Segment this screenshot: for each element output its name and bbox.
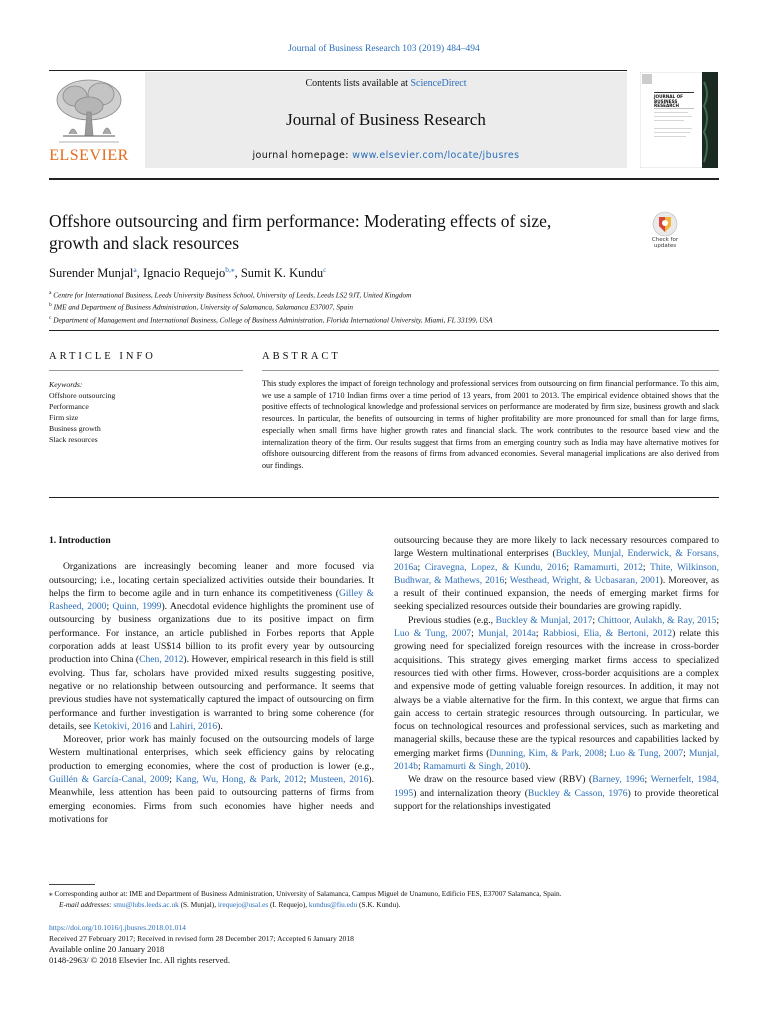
reference-link[interactable]: Munjal, 2014b <box>394 747 719 773</box>
rule-below-abstract <box>49 497 719 498</box>
keyword-item: Firm size <box>49 413 79 422</box>
check-for-updates-badge[interactable] <box>646 211 684 253</box>
reference-link[interactable]: Gilley & Rasheed, 2000 <box>49 587 374 613</box>
body-column-right <box>394 534 719 813</box>
reference-link[interactable]: Guillén & García-Canal, 2009 <box>49 774 170 786</box>
reference-link[interactable]: Ketokivi, 2016 <box>93 720 152 732</box>
body-paragraph: We draw on the resource based view (RBV) (Barney, 1996; Wernerfelt, 1984, 1995) and internalization theory (Buckley & Casson, 1976) to provide theoretical support for the relationships investigated <box>394 774 719 812</box>
reference-link[interactable]: Chittoor, Aulakh, & Ray, 2015 <box>597 614 717 626</box>
doi-link[interactable]: https://doi.org/10.1016/j.jbusres.2018.01.014 <box>49 923 186 932</box>
reference-link[interactable]: Westhead, Wright, & Ucbasaran, 2001 <box>509 574 660 586</box>
rule-above-article-info <box>49 330 719 331</box>
author-affiliation-marker[interactable]: a <box>133 265 137 274</box>
body-column-left <box>49 534 374 826</box>
article-title-line: growth and slack resources <box>49 233 240 253</box>
sciencedirect-link[interactable]: ScienceDirect <box>410 78 467 89</box>
reference-link[interactable]: Dunning, Kim, & Park, 2008 <box>489 747 604 759</box>
footnote-rule <box>49 884 95 885</box>
affiliation-item: $^b$ IME and Department of Business Administration, University of Salamanca, Salamanca E37007, Spain <box>49 302 353 312</box>
author-list: Surender Munjal$^a$, Ignacio Requejo$^{b,⁎}$, Sumit K. Kundu$^c$ <box>49 265 327 281</box>
crossmark-label: Check for updates <box>651 237 679 249</box>
keyword-item: Slack resources <box>49 435 98 444</box>
article-info-heading: ARTICLE INFO <box>49 351 156 362</box>
journal-header <box>49 72 627 168</box>
journal-cover-thumbnail <box>640 72 718 168</box>
publication-info <box>49 922 729 966</box>
body-paragraph: Organizations are increasingly becoming leaner and more focused via outsourcing; i.e., locating certain specialized activities outside their boundaries. It helps the firm to become agile and in turn enhance its competitiveness (Gilley & Rasheed, 2000; Quinn, 1999). Anecdotal evidence highlights the prominent use of outsourcing by business organizations due to its positive impact on firm performance. For instance, an article published in Forbes reports that Apple corporation adds at least US$14 billion to its profit every year by outsourcing production into China (Chen, 2012). However, empirical research in this field is still evolving. Thus far, scholars have provided mixed results suggesting positive, negative or no relationship between outsourcing and performance. It seems that previous studies have not systematically captured the impact of outsourcing on firm performance and further investigation is warranted to bring some coherence (for details, see Ketokivi, 2016 and Lahiri, 2016). <box>49 561 374 732</box>
reference-link[interactable]: Quinn, 1999 <box>112 601 162 613</box>
reference-link[interactable]: Ramamurti & Singh, 2010 <box>423 761 525 773</box>
author-affiliation-marker[interactable]: b,⁎ <box>225 265 235 274</box>
reference-link[interactable]: Luo & Tung, 2007 <box>609 747 684 759</box>
author-name[interactable]: Sumit K. Kundu <box>240 266 324 281</box>
reference-link[interactable]: Buckley & Casson, 1976 <box>527 787 628 799</box>
keyword-item: Business growth <box>49 424 101 433</box>
corresponding-author-note: ⁎ Corresponding author at: IME and Department of Business Administration, University of Salamanca, Campus Miguel de Unamuno, Edificio FES, E37007 Salamanca, Spain. <box>49 889 562 898</box>
reference-link[interactable]: Chen, 2012 <box>139 654 184 666</box>
journal-title: Journal of Business Research <box>286 110 486 129</box>
online-date: Available online 20 January 2018 <box>49 944 165 954</box>
reference-link[interactable]: Rabbiosi, Elia, & Bertoni, 2012 <box>542 628 673 640</box>
author-name[interactable]: Surender Munjal <box>49 266 134 281</box>
reference-link[interactable]: Lahiri, 2016 <box>169 720 218 732</box>
email-addresses: E-mail addresses: smu@lubs.leeds.ac.uk (S. Munjal), irequejo@usal.es (I. Requejo), kundus@fiu.edu (S.K. Kundu). <box>59 899 401 909</box>
affiliation-item: $^a$ Centre for International Business, Leeds University Business School, University of Leeds, Leeds LS2 9JT, United Kingdom <box>49 290 412 300</box>
received-dates: Received 27 February 2017; Received in revised form 28 December 2017; Accepted 6 January 2018 <box>49 934 354 943</box>
email-link[interactable]: irequejo@usal.es <box>217 899 269 909</box>
affiliation-item: $^c$ Department of Management and International Business, College of Business Administration, Florida International University, Miami, FL 33199, USA <box>49 314 493 325</box>
elsevier-wordmark: ELSEVIER <box>49 147 129 164</box>
reference-link[interactable]: Buckley, Munjal, Enderwick, & Forsans, 2016a <box>394 548 719 573</box>
keywords-block <box>49 379 243 445</box>
abstract-rule <box>262 370 719 371</box>
cover-title: JOURNAL OF BUSINESS RESEARCH <box>654 94 684 109</box>
crossmark-icon <box>652 211 678 237</box>
author-affiliation-marker[interactable]: c <box>323 265 327 274</box>
reference-link[interactable]: Barney, 1996 <box>592 774 645 786</box>
body-paragraph: Previous studies (e.g., Buckley & Munjal, 2017; Chittoor, Aulakh, & Ray, 2015; Luo & Tung, 2007; Munjal, 2014a; Rabbiosi, Elia, & Bertoni, 2012) relate this growing need for specialized foreign resources with the increase in cross-border acquisitions. This strategy gives emerging market firms access to specialized resources tied with other firms. However, cross-border acquisitions are a complex and expensive mode of getting valuable foreign resources. In addition, it may not always be a viable alternative for the firm. In this context, we argue that firms can gain access to certain strategic resources through outsourcing. In particular, we focus on technological resources and professional services, such as marketing and managerial skills, because these are the typical resources and capabilities lacked by emerging market firms (Dunning, Kim, & Park, 2008; Luo & Tung, 2007; Munjal, 2014b; Ramamurti & Singh, 2010). <box>394 614 719 773</box>
header-rule-top <box>49 70 627 71</box>
reference-link[interactable]: Wernerfelt, 1984, 1995 <box>394 774 719 799</box>
keyword-item: Performance <box>49 402 89 411</box>
reference-link[interactable]: Ramamurti, 2012 <box>573 561 643 573</box>
article-title <box>49 210 629 254</box>
homepage-link[interactable]: www.elsevier.com/locate/jbusres <box>352 150 520 161</box>
email-link[interactable]: smu@lubs.leeds.ac.uk <box>113 899 179 909</box>
section-heading-introduction: 1. Introduction <box>49 535 111 546</box>
body-paragraph: Moreover, prior work has mainly focused on the outsourcing models of large Western multinational enterprises, which seek efficiency gains by relocating production to emerging economies, where the cost of production is lower (e.g., Guillén & García-Canal, 2009; Kang, Wu, Hong, & Park, 2012; Musteen, 2016). Meanwhile, less attention has been paid to outsourcing patterns of firms from emerging economies. Firms from such economies have higher needs and motivations for <box>49 734 374 825</box>
reference-link[interactable]: Luo & Tung, 2007 <box>394 628 472 640</box>
reference-link[interactable]: Musteen, 2016 <box>310 774 369 786</box>
email-link[interactable]: kundus@fiu.edu <box>308 899 358 909</box>
reference-link[interactable]: Ciravegna, Lopez, & Kundu, 2016 <box>424 561 567 573</box>
reference-link[interactable]: Thite, Wilkinson, Budhwar, & Mathews, 2016 <box>394 561 719 586</box>
reference-link[interactable]: Kang, Wu, Hong, & Park, 2012 <box>175 774 304 786</box>
abstract-text: This study explores the impact of foreign technology and professional services from outsourcing on firm financial performance. To this aim, we use a sample of 1710 Indian firms over a time period of 13 years, from 2001 to 2013. The empirical evidence obtained shows that the positive effects of technological knowledge and professional services on performance are moderated by firm size, business growth and slack resources. In particular, the benefits of outsourcing in terms of higher profitability are more pronounced for small than for large firms, especially when small firms have higher growth rates and financial slack. The work contributes to the resource based view and the internalization theory of the firm. Our results suggest that firms from an emerging country such as India may have alternative motives for offshore outsourcing different from the reasons of firms from advanced economies. Several managerial implications are also derived from our findings. <box>262 379 719 470</box>
contents-line: Contents lists available at ScienceDirect <box>305 78 467 89</box>
reference-link[interactable]: Buckley & Munjal, 2017 <box>495 614 593 626</box>
article-title-line: Offshore outsourcing and firm performance: Moderating effects of size, <box>49 211 552 231</box>
reference-link[interactable]: Munjal, 2014a <box>478 628 536 640</box>
homepage-line: journal homepage: www.elsevier.com/locate/jbusres <box>252 150 520 161</box>
footnotes <box>49 889 729 910</box>
copyright-line: 0148-2963/ © 2018 Elsevier Inc. All rights reserved. <box>49 955 230 965</box>
header-rule-bottom <box>49 178 719 180</box>
author-name[interactable]: Ignacio Requejo <box>142 266 226 281</box>
keyword-item: Offshore outsourcing <box>49 391 116 400</box>
abstract-heading: ABSTRACT <box>262 351 341 362</box>
article-info-rule <box>49 370 243 371</box>
keywords-heading: Keywords: <box>49 380 83 389</box>
journal-band <box>145 72 627 168</box>
affiliations <box>49 288 729 325</box>
body-paragraph: outsourcing because they are more likely to lack necessary resources compared to large Western multinational enterprises (Buckley, Munjal, Enderwick, & Forsans, 2016a; Ciravegna, Lopez, & Kundu, 2016; Ramamurti, 2012; Thite, Wilkinson, Budhwar, & Mathews, 2016; Westhead, Wright, & Ucbasaran, 2001). Moreover, as a result of their continued expansion, the needs of emerging market firms for seeking specialized resources outside their boundaries are growing rapidly. <box>394 535 720 613</box>
journal-citation[interactable]: Journal of Business Research 103 (2019) 484–494 <box>288 44 480 54</box>
